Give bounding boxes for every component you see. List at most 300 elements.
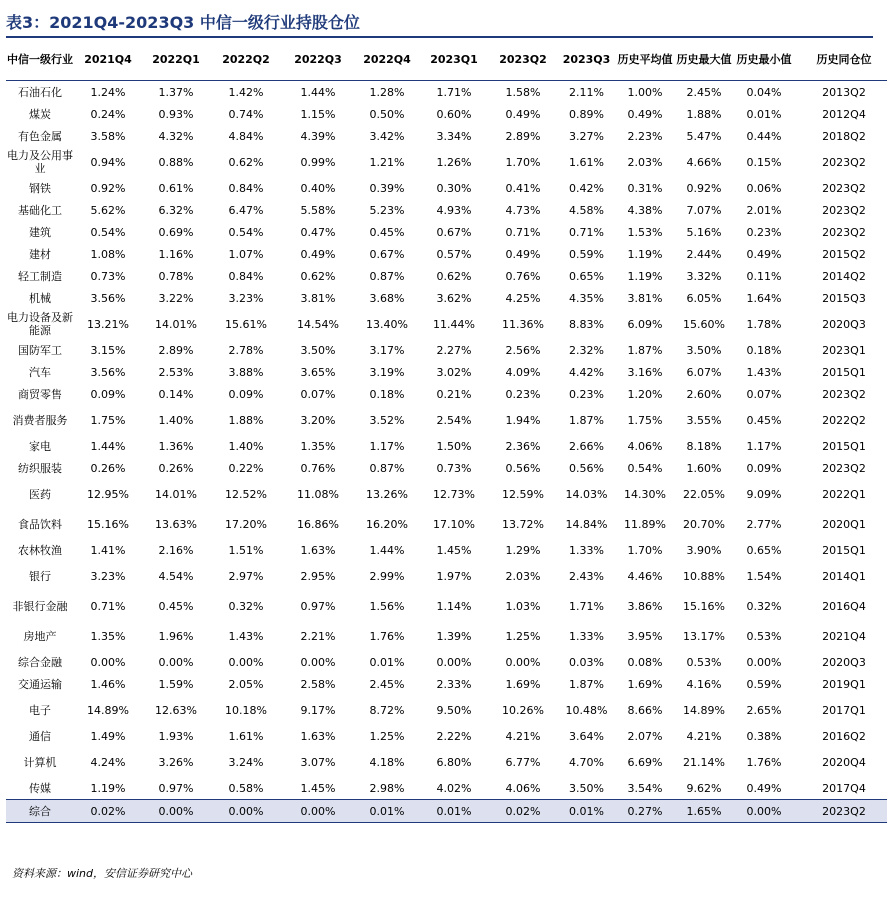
- value-cell: 0.67%: [436, 225, 472, 239]
- value-cell: 1.19%: [90, 781, 126, 795]
- value-cell: 3.56%: [90, 365, 126, 379]
- value-cell: 6.32%: [158, 203, 194, 217]
- value-cell: 4.46%: [627, 569, 663, 583]
- value-cell: 2.54%: [436, 413, 472, 427]
- value-cell: 1.43%: [228, 629, 264, 643]
- value-cell: 3.27%: [569, 129, 604, 143]
- value-cell: 0.47%: [300, 225, 336, 239]
- value-cell: 2018Q2: [822, 129, 866, 143]
- value-cell: 1.94%: [505, 413, 541, 427]
- value-cell: 4.58%: [569, 203, 604, 217]
- value-cell: 1.45%: [300, 781, 336, 795]
- value-cell: 9.50%: [436, 703, 472, 717]
- value-cell: 0.62%: [300, 269, 336, 283]
- value-cell: 2015Q2: [822, 247, 866, 261]
- value-cell: 0.92%: [686, 181, 722, 195]
- value-cell: 1.46%: [90, 677, 126, 691]
- value-cell: 2.78%: [228, 343, 264, 357]
- value-cell: 2017Q4: [822, 781, 866, 795]
- industry-name-cell: 商贸零售: [18, 387, 62, 401]
- value-cell: 0.87%: [369, 461, 405, 475]
- value-cell: 0.18%: [369, 387, 405, 401]
- value-cell: 3.24%: [228, 755, 264, 769]
- value-cell: 0.71%: [90, 599, 126, 613]
- value-cell: 2.45%: [369, 677, 405, 691]
- value-cell: 3.68%: [369, 291, 405, 305]
- value-cell: 4.38%: [627, 203, 663, 217]
- value-cell: 3.88%: [228, 365, 264, 379]
- value-cell: 1.15%: [300, 107, 336, 121]
- value-cell: 3.17%: [369, 343, 405, 357]
- value-cell: 0.39%: [369, 181, 405, 195]
- industry-name-cell: 传媒: [29, 781, 51, 795]
- value-cell: 4.21%: [505, 729, 541, 743]
- value-cell: 0.53%: [686, 655, 722, 669]
- value-cell: 21.14%: [683, 755, 725, 769]
- value-cell: 3.22%: [158, 291, 194, 305]
- value-cell: 0.06%: [746, 181, 782, 195]
- value-cell: 14.89%: [683, 703, 725, 717]
- industry-name-cell: 煤炭: [29, 107, 51, 121]
- value-cell: 3.07%: [300, 755, 336, 769]
- value-cell: 0.65%: [569, 269, 604, 283]
- value-cell: 1.71%: [436, 85, 472, 99]
- value-cell: 1.14%: [436, 599, 472, 613]
- value-cell: 0.65%: [746, 543, 782, 557]
- value-cell: 0.45%: [746, 413, 782, 427]
- value-cell: 1.65%: [675, 800, 733, 823]
- value-cell: 3.15%: [90, 343, 126, 357]
- value-cell: 2017Q1: [822, 703, 866, 717]
- value-cell: 4.66%: [686, 155, 722, 169]
- value-cell: 2.65%: [746, 703, 782, 717]
- value-cell: 0.78%: [158, 269, 194, 283]
- value-cell: 2.97%: [228, 569, 264, 583]
- value-cell: 13.26%: [366, 487, 408, 501]
- table-row: [6, 695, 887, 725]
- column-header: 2023Q1: [420, 38, 488, 81]
- value-cell: 1.71%: [569, 599, 604, 613]
- value-cell: 2023Q1: [822, 343, 866, 357]
- value-cell: 2020Q3: [822, 655, 866, 669]
- value-cell: 1.44%: [369, 543, 405, 557]
- value-cell: 3.52%: [369, 413, 405, 427]
- value-cell: 0.11%: [746, 269, 782, 283]
- value-cell: 13.63%: [155, 517, 197, 531]
- value-cell: 3.50%: [686, 343, 722, 357]
- value-cell: 0.01%: [746, 107, 782, 121]
- value-cell: 1.70%: [505, 155, 541, 169]
- value-cell: 3.23%: [90, 569, 126, 583]
- source-note: 资料来源：wind，安信证券研究中心: [12, 867, 193, 880]
- value-cell: 4.25%: [505, 291, 541, 305]
- value-cell: 17.10%: [433, 517, 475, 531]
- value-cell: 2.53%: [158, 365, 194, 379]
- value-cell: 1.97%: [436, 569, 472, 583]
- value-cell: 0.67%: [369, 247, 405, 261]
- industry-name-cell: 综合: [6, 800, 74, 823]
- value-cell: 0.49%: [746, 247, 782, 261]
- value-cell: 3.81%: [300, 291, 336, 305]
- value-cell: 2023Q2: [822, 203, 866, 217]
- industry-name-cell: 轻工制造: [18, 269, 62, 283]
- value-cell: 3.02%: [436, 365, 472, 379]
- value-cell: 0.56%: [505, 461, 541, 475]
- value-cell: 1.33%: [569, 629, 604, 643]
- value-cell: 2.32%: [569, 343, 604, 357]
- value-cell: 1.76%: [746, 755, 782, 769]
- value-cell: 0.23%: [746, 225, 782, 239]
- value-cell: 22.05%: [683, 487, 725, 501]
- value-cell: 0.97%: [300, 599, 336, 613]
- value-cell: 2012Q4: [822, 107, 866, 121]
- value-cell: 1.35%: [90, 629, 126, 643]
- column-header: 中信一级行业: [6, 38, 74, 81]
- value-cell: 0.32%: [746, 599, 782, 613]
- value-cell: 0.09%: [90, 387, 126, 401]
- value-cell: 2.01%: [746, 203, 782, 217]
- value-cell: 11.36%: [502, 317, 544, 331]
- value-cell: 4.09%: [505, 365, 541, 379]
- industry-name-cell: 农林牧渔: [18, 543, 62, 557]
- value-cell: 8.66%: [627, 703, 663, 717]
- column-header: 历史最大值: [675, 38, 733, 81]
- value-cell: 1.88%: [686, 107, 722, 121]
- column-header: 2022Q1: [142, 38, 210, 81]
- value-cell: 9.09%: [746, 487, 782, 501]
- value-cell: 0.49%: [505, 107, 541, 121]
- value-cell: 0.00%: [733, 800, 795, 823]
- value-cell: 2.56%: [505, 343, 541, 357]
- value-cell: 1.41%: [90, 543, 126, 557]
- value-cell: 1.63%: [300, 729, 336, 743]
- total-row: [6, 800, 887, 823]
- value-cell: 6.07%: [686, 365, 722, 379]
- value-cell: 11.44%: [433, 317, 475, 331]
- value-cell: 2022Q1: [822, 487, 866, 501]
- value-cell: 1.28%: [369, 85, 405, 99]
- value-cell: 2.11%: [569, 85, 604, 99]
- value-cell: 1.50%: [436, 439, 472, 453]
- value-cell: 3.42%: [369, 129, 405, 143]
- table-row: [6, 309, 887, 339]
- value-cell: 1.88%: [228, 413, 264, 427]
- value-cell: 2.98%: [369, 781, 405, 795]
- value-cell: 0.00%: [210, 800, 282, 823]
- value-cell: 3.56%: [90, 291, 126, 305]
- value-cell: 1.40%: [228, 439, 264, 453]
- value-cell: 4.24%: [90, 755, 126, 769]
- value-cell: 0.00%: [300, 655, 336, 669]
- value-cell: 0.53%: [746, 629, 782, 643]
- value-cell: 13.40%: [366, 317, 408, 331]
- value-cell: 3.32%: [686, 269, 722, 283]
- value-cell: 0.93%: [158, 107, 194, 121]
- column-header: 2022Q3: [282, 38, 354, 81]
- value-cell: 4.06%: [627, 439, 663, 453]
- value-cell: 4.93%: [436, 203, 472, 217]
- value-cell: 1.96%: [158, 629, 194, 643]
- value-cell: 2022Q2: [822, 413, 866, 427]
- value-cell: 0.45%: [158, 599, 194, 613]
- value-cell: 3.64%: [569, 729, 604, 743]
- value-cell: 15.16%: [87, 517, 129, 531]
- value-cell: 0.23%: [505, 387, 541, 401]
- table-row: [6, 509, 887, 539]
- industry-name-cell: 石油石化: [18, 85, 62, 99]
- value-cell: 10.88%: [683, 569, 725, 583]
- value-cell: 1.70%: [627, 543, 663, 557]
- industry-name-cell: 计算机: [23, 755, 57, 769]
- value-cell: 2.36%: [505, 439, 541, 453]
- value-cell: 1.25%: [369, 729, 405, 743]
- value-cell: 0.14%: [158, 387, 194, 401]
- value-cell: 0.38%: [746, 729, 782, 743]
- value-cell: 14.30%: [624, 487, 666, 501]
- value-cell: 1.61%: [569, 155, 604, 169]
- table-title: 表3：2021Q4-2023Q3 中信一级行业持股仓位: [6, 13, 360, 32]
- industry-name-cell: 纺织服装: [18, 461, 62, 475]
- value-cell: 0.71%: [569, 225, 604, 239]
- value-cell: 14.84%: [565, 517, 608, 531]
- value-cell: 1.45%: [436, 543, 472, 557]
- industry-name-cell: 消费者服务: [12, 413, 68, 427]
- value-cell: 2015Q1: [822, 365, 866, 379]
- value-cell: 2.22%: [436, 729, 472, 743]
- value-cell: 5.58%: [300, 203, 336, 217]
- column-header: 2023Q3: [558, 38, 615, 81]
- value-cell: 15.60%: [683, 317, 725, 331]
- value-cell: 6.69%: [627, 755, 663, 769]
- value-cell: 2.77%: [746, 517, 782, 531]
- value-cell: 12.73%: [433, 487, 475, 501]
- value-cell: 0.60%: [436, 107, 472, 121]
- value-cell: 8.72%: [369, 703, 405, 717]
- table-row: [6, 479, 887, 509]
- value-cell: 1.35%: [300, 439, 336, 453]
- value-cell: 2.05%: [228, 677, 264, 691]
- value-cell: 1.37%: [158, 85, 194, 99]
- value-cell: 0.00%: [142, 800, 210, 823]
- value-cell: 1.21%: [369, 155, 405, 169]
- value-cell: 1.69%: [627, 677, 663, 691]
- value-cell: 0.61%: [158, 181, 194, 195]
- value-cell: 3.62%: [436, 291, 472, 305]
- value-cell: 0.40%: [300, 181, 336, 195]
- value-cell: 17.20%: [225, 517, 267, 531]
- value-cell: 0.62%: [436, 269, 472, 283]
- value-cell: 5.23%: [369, 203, 405, 217]
- value-cell: 0.02%: [74, 800, 142, 823]
- value-cell: 13.72%: [502, 517, 544, 531]
- value-cell: 2023Q2: [822, 225, 866, 239]
- industry-name-cell: 食品饮料: [18, 517, 62, 531]
- value-cell: 2013Q2: [822, 85, 866, 99]
- industry-name-cell: 电子: [29, 703, 51, 717]
- value-cell: 0.54%: [90, 225, 126, 239]
- value-cell: 4.73%: [505, 203, 541, 217]
- value-cell: 0.01%: [369, 655, 405, 669]
- value-cell: 4.70%: [569, 755, 604, 769]
- value-cell: 0.49%: [746, 781, 782, 795]
- table-row: [6, 435, 887, 457]
- value-cell: 0.00%: [436, 655, 472, 669]
- value-cell: 1.26%: [436, 155, 472, 169]
- value-cell: 4.21%: [686, 729, 722, 743]
- value-cell: 10.18%: [225, 703, 267, 717]
- value-cell: 2023Q2: [822, 181, 866, 195]
- value-cell: 0.01%: [420, 800, 488, 823]
- value-cell: 6.77%: [505, 755, 541, 769]
- value-cell: 0.49%: [627, 107, 663, 121]
- value-cell: 1.69%: [505, 677, 541, 691]
- value-cell: 1.44%: [90, 439, 126, 453]
- table-row: [6, 265, 887, 287]
- table-row: [6, 147, 887, 177]
- value-cell: 3.55%: [686, 413, 722, 427]
- value-cell: 0.27%: [615, 800, 675, 823]
- table-row: [6, 221, 887, 243]
- value-cell: 2023Q2: [795, 800, 887, 823]
- value-cell: 0.76%: [300, 461, 336, 475]
- value-cell: 2.03%: [627, 155, 663, 169]
- value-cell: 1.42%: [228, 85, 264, 99]
- industry-name-cell: 建筑: [29, 225, 51, 239]
- value-cell: 5.62%: [90, 203, 126, 217]
- value-cell: 0.22%: [228, 461, 264, 475]
- value-cell: 1.56%: [369, 599, 405, 613]
- value-cell: 9.62%: [686, 781, 722, 795]
- value-cell: 2.27%: [436, 343, 472, 357]
- value-cell: 1.17%: [369, 439, 405, 453]
- value-cell: 0.88%: [158, 155, 194, 169]
- value-cell: 2020Q4: [822, 755, 866, 769]
- value-cell: 4.06%: [505, 781, 541, 795]
- table-row: [6, 747, 887, 777]
- table-row: [6, 103, 887, 125]
- value-cell: 20.70%: [683, 517, 725, 531]
- value-cell: 1.19%: [627, 247, 663, 261]
- value-cell: 0.09%: [746, 461, 782, 475]
- value-cell: 2016Q2: [822, 729, 866, 743]
- column-header: 2023Q2: [488, 38, 558, 81]
- industry-name-cell: 电力及公用事业: [7, 149, 73, 175]
- value-cell: 2015Q1: [822, 543, 866, 557]
- value-cell: 3.20%: [300, 413, 336, 427]
- value-cell: 2023Q2: [822, 387, 866, 401]
- value-cell: 2015Q3: [822, 291, 866, 305]
- value-cell: 3.19%: [369, 365, 405, 379]
- table-row: [6, 125, 887, 147]
- value-cell: 1.16%: [158, 247, 194, 261]
- value-cell: 1.07%: [228, 247, 264, 261]
- value-cell: 0.44%: [746, 129, 782, 143]
- value-cell: 0.24%: [90, 107, 126, 121]
- value-cell: 2023Q2: [822, 155, 866, 169]
- value-cell: 2015Q1: [822, 439, 866, 453]
- value-cell: 12.95%: [87, 487, 129, 501]
- value-cell: 12.59%: [502, 487, 544, 501]
- value-cell: 1.19%: [627, 269, 663, 283]
- value-cell: 0.02%: [488, 800, 558, 823]
- table-row: [6, 457, 887, 479]
- value-cell: 0.30%: [436, 181, 472, 195]
- value-cell: 0.00%: [746, 655, 782, 669]
- value-cell: 0.01%: [354, 800, 420, 823]
- value-cell: 2.58%: [300, 677, 336, 691]
- value-cell: 10.48%: [565, 703, 608, 717]
- industry-holdings-table: [6, 38, 887, 823]
- value-cell: 3.86%: [627, 599, 663, 613]
- value-cell: 0.84%: [228, 269, 264, 283]
- value-cell: 1.40%: [158, 413, 194, 427]
- value-cell: 16.20%: [366, 517, 408, 531]
- value-cell: 0.59%: [746, 677, 782, 691]
- value-cell: 0.31%: [627, 181, 663, 195]
- value-cell: 2.44%: [686, 247, 722, 261]
- value-cell: 2.33%: [436, 677, 472, 691]
- value-cell: 1.44%: [300, 85, 336, 99]
- value-cell: 4.39%: [300, 129, 336, 143]
- value-cell: 11.08%: [297, 487, 339, 501]
- value-cell: 6.09%: [627, 317, 663, 331]
- value-cell: 5.16%: [686, 225, 722, 239]
- industry-name-cell: 建材: [29, 247, 51, 261]
- value-cell: 0.21%: [436, 387, 472, 401]
- value-cell: 0.89%: [569, 107, 604, 121]
- industry-name-cell: 汽车: [29, 365, 51, 379]
- value-cell: 1.75%: [627, 413, 663, 427]
- industry-name-cell: 综合金融: [18, 655, 62, 669]
- value-cell: 3.58%: [90, 129, 126, 143]
- value-cell: 2.89%: [505, 129, 541, 143]
- value-cell: 0.50%: [369, 107, 405, 121]
- value-cell: 0.49%: [300, 247, 336, 261]
- value-cell: 1.60%: [686, 461, 722, 475]
- value-cell: 4.42%: [569, 365, 604, 379]
- value-cell: 1.00%: [627, 85, 663, 99]
- value-cell: 1.08%: [90, 247, 126, 261]
- column-header: 2022Q4: [354, 38, 420, 81]
- value-cell: 4.54%: [158, 569, 194, 583]
- value-cell: 1.93%: [158, 729, 194, 743]
- industry-name-cell: 钢铁: [29, 181, 51, 195]
- value-cell: 2016Q4: [822, 599, 866, 613]
- value-cell: 0.45%: [369, 225, 405, 239]
- value-cell: 4.18%: [369, 755, 405, 769]
- value-cell: 1.49%: [90, 729, 126, 743]
- value-cell: 0.03%: [569, 655, 604, 669]
- value-cell: 4.02%: [436, 781, 472, 795]
- value-cell: 3.16%: [627, 365, 663, 379]
- value-cell: 0.07%: [746, 387, 782, 401]
- industry-name-cell: 电力设备及新能源: [7, 311, 73, 337]
- table-row: [6, 725, 887, 747]
- value-cell: 16.86%: [297, 517, 339, 531]
- value-cell: 0.09%: [228, 387, 264, 401]
- value-cell: 1.33%: [569, 543, 604, 557]
- table-row: [6, 177, 887, 199]
- value-cell: 4.16%: [686, 677, 722, 691]
- industry-name-cell: 银行: [29, 569, 51, 583]
- table-row: [6, 199, 887, 221]
- value-cell: 0.23%: [569, 387, 604, 401]
- value-cell: 0.00%: [282, 800, 354, 823]
- value-cell: 0.41%: [505, 181, 541, 195]
- value-cell: 1.54%: [746, 569, 782, 583]
- value-cell: 14.54%: [297, 317, 339, 331]
- value-cell: 3.81%: [627, 291, 663, 305]
